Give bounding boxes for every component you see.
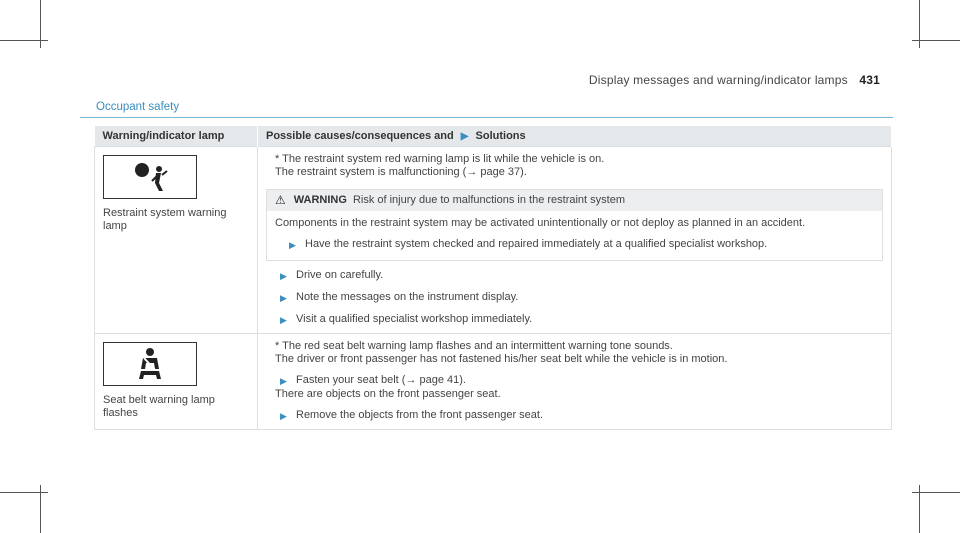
cause-text: * The restraint system red warning lamp is lit while the vehicle is on. — [275, 153, 605, 165]
col1-header: Warning/indicator lamp — [95, 126, 258, 147]
warning-body-text: Components in the restraint system may be activated unintentionally or not deploy as planned in an accident. — [275, 217, 806, 229]
running-header — [589, 73, 880, 87]
lamp-label: Restraint system warning lamp — [103, 207, 227, 232]
step-item — [280, 291, 883, 305]
step-text: Remove the objects from the front passenger seat. — [296, 409, 544, 421]
step-text: Note the messages on the instrument display. — [296, 291, 519, 303]
warning-triangle-icon: ⚠ — [275, 193, 286, 207]
cause-text: * The red seat belt warning lamp flashes and an intermittent warning tone sounds. — [275, 340, 673, 352]
step-arrow-icon: ▶ — [280, 411, 287, 421]
airbag-warning-icon — [103, 155, 197, 199]
cause-text: The driver or front passenger has not fastened his/her seat belt while the vehicle is in motion. — [275, 353, 728, 365]
col2-header — [258, 126, 892, 147]
step-text: Visit a qualified specialist workshop immediately. — [296, 313, 533, 325]
cause-text: The restraint system is malfunctioning (→ page 37). — [275, 166, 527, 178]
step-text: Drive on carefully. — [296, 269, 384, 281]
section-title: Occupant safety — [96, 101, 180, 113]
col2-header-text: Possible causes/consequences and — [266, 130, 454, 142]
lamp-label: Seat belt warning lamp flashes — [103, 394, 215, 419]
running-title: Display messages and warning/indicator lamps — [588, 73, 848, 87]
step-arrow-icon: ▶ — [289, 240, 296, 250]
page-number: 431 — [859, 73, 880, 87]
step-item — [280, 269, 883, 283]
warning-header — [267, 190, 882, 211]
step-arrow-icon: ▶ — [280, 271, 287, 281]
cause-cell — [258, 334, 892, 430]
warning-step — [289, 238, 874, 252]
lamp-cell — [95, 147, 258, 334]
warning-lamp-table — [94, 126, 892, 430]
col2-header-tail: Solutions — [475, 130, 526, 142]
lamp-cell — [95, 334, 258, 430]
step-item — [280, 409, 883, 423]
table-row — [95, 147, 892, 334]
step-text: Fasten your seat belt (→ page 41). — [296, 374, 466, 386]
crop-mark — [912, 40, 960, 41]
crop-mark — [0, 492, 48, 493]
cause-text: There are objects on the front passenger seat. — [275, 388, 501, 400]
warning-step-text: Have the restraint system checked and repaired immediately at a qualified specialist workshop. — [305, 238, 768, 250]
step-arrow-icon: ▶ — [280, 376, 287, 386]
cause-cell — [258, 147, 892, 334]
step-item — [280, 313, 883, 327]
warning-text: Risk of injury due to malfunctions in the restraint system — [352, 194, 625, 206]
step-arrow-icon: ▶ — [280, 315, 287, 325]
seat-belt-icon — [103, 342, 197, 386]
crop-mark — [912, 492, 960, 493]
table-row — [95, 334, 892, 430]
step-item — [280, 374, 883, 388]
crop-mark — [0, 40, 48, 41]
warning-title: WARNING — [293, 194, 347, 206]
warning-body — [267, 211, 882, 260]
warning-box — [266, 189, 883, 261]
table-header-row — [95, 126, 892, 147]
play-arrow-icon: ▶ — [460, 131, 469, 142]
title-rule — [80, 117, 893, 118]
step-arrow-icon: ▶ — [280, 293, 287, 303]
